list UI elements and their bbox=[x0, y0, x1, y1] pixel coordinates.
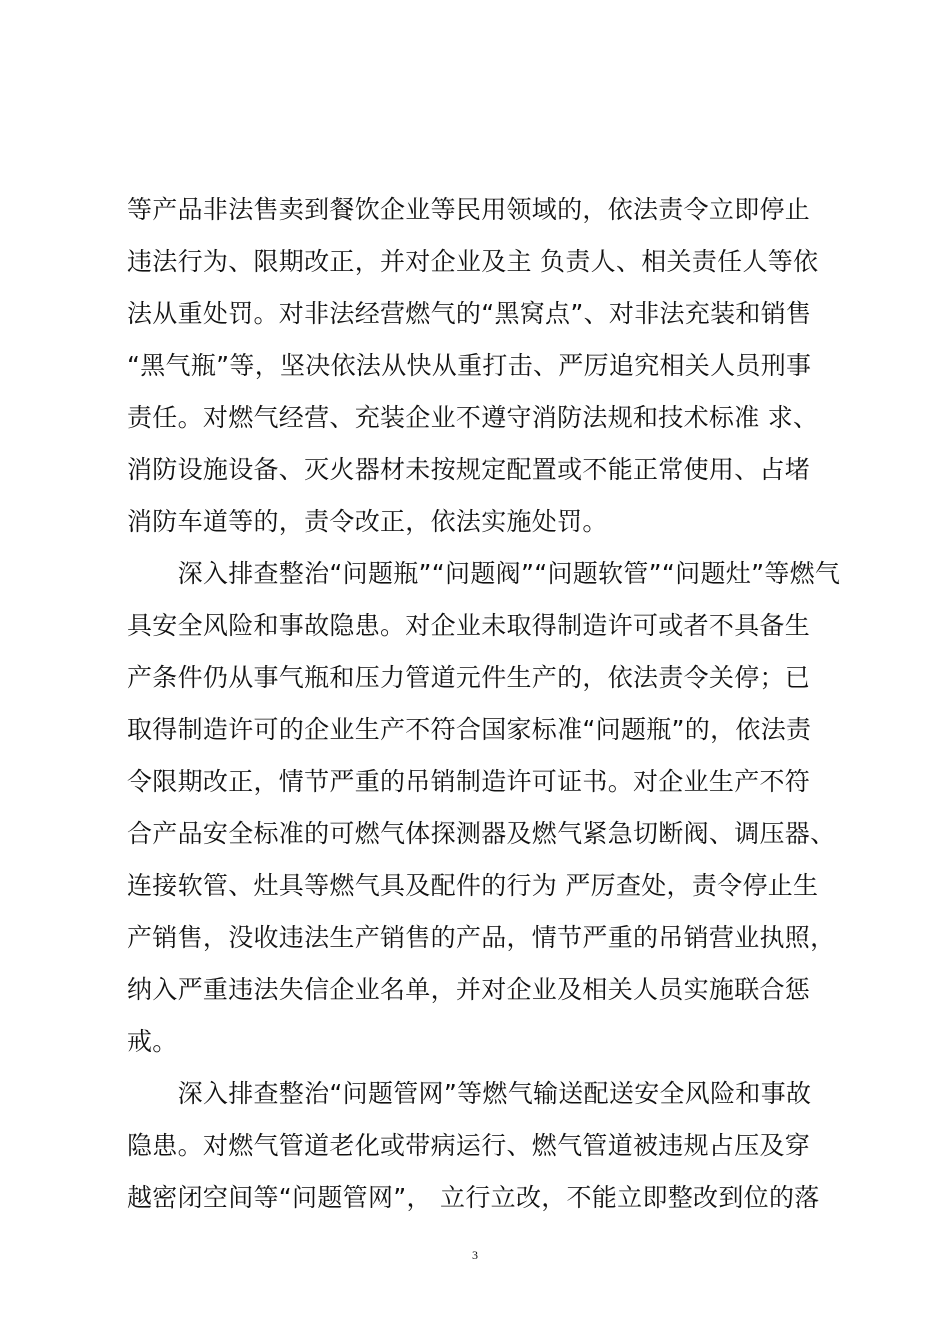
text-line: 违法行为、限期改正，并对企业及主 负责人、相关责任人等依 bbox=[127, 247, 819, 276]
body-text bbox=[127, 184, 862, 1224]
text-line: 产条件仍从事气瓶和压力管道元件生产的，依法责令关停；已 bbox=[127, 663, 811, 692]
text-line: 法从重处罚。对非法经营燃气的“黑窝点”、对非法充装和销售 bbox=[127, 299, 812, 328]
text-line: 消防车道等的，责令改正，依法实施处罚。 bbox=[127, 507, 608, 536]
text-line: 纳入严重违法失信企业名单，并对企业及相关人员实施联合惩 bbox=[127, 975, 811, 1004]
page-number: 3 bbox=[472, 1248, 478, 1262]
text-line: 具安全风险和事故隐患。对企业未取得制造许可或者不具备生 bbox=[127, 611, 811, 640]
text-line: 等产品非法售卖到餐饮企业等民用领域的，依法责令立即停止 bbox=[127, 195, 811, 224]
text-line: 合产品安全标准的可燃气体探测器及燃气紧急切断阀、调压器、 bbox=[127, 819, 836, 848]
text-line: 令限期改正，情节严重的吊销制造许可证书。对企业生产不符 bbox=[127, 767, 811, 796]
text-line: 深入排查整治“问题瓶”“问题阀”“问题软管”“问题灶”等燃气 bbox=[127, 559, 841, 588]
text-line: 戒。 bbox=[127, 1027, 178, 1056]
text-line: 产销售，没收违法生产销售的产品，情节严重的吊销营业执照， bbox=[127, 923, 836, 952]
text-line: 深入排查整治“问题管网”等燃气输送配送安全风险和事故 bbox=[127, 1079, 812, 1108]
text-line: 责任。对燃气经营、充装企业不遵守消防法规和技术标准 求、 bbox=[127, 403, 819, 432]
text-line: 越密闭空间等“问题管网”， 立行立改，不能立即整改到位的落 bbox=[127, 1183, 820, 1212]
text-line: 连接软管、灶具等燃气具及配件的行为 严厉查处，责令停止生 bbox=[127, 871, 819, 900]
text-line: 隐患。对燃气管道老化或带病运行、燃气管道被违规占压及穿 bbox=[127, 1131, 811, 1160]
text-line: 消防设施设备、灭火器材未按规定配置或不能正常使用、占堵 bbox=[127, 455, 811, 484]
text-line: “黑气瓶”等，坚决依法从快从重打击、严厉追究相关人员刑事 bbox=[127, 351, 812, 380]
text-line: 取得制造许可的企业生产不符合国家标准“问题瓶”的，依法责 bbox=[127, 715, 812, 744]
